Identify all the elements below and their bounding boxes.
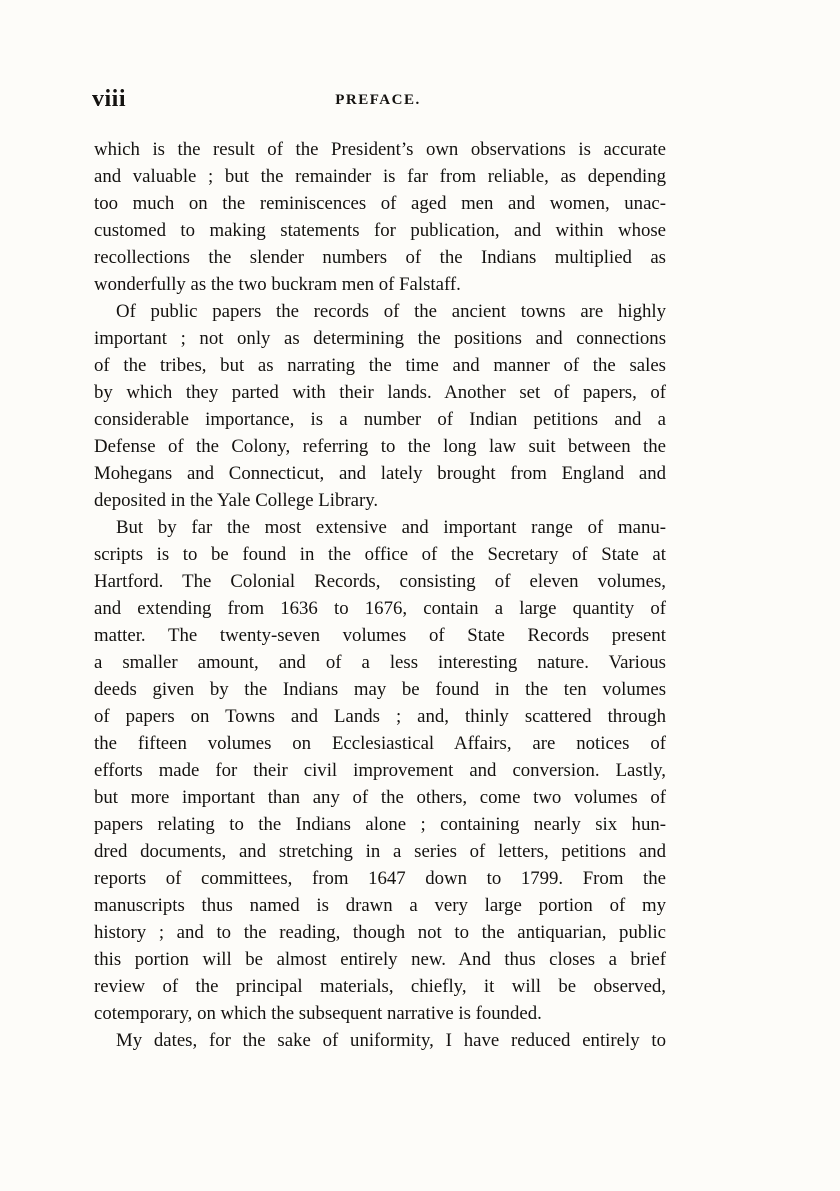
text-line: deposited in the Yale College Library. — [94, 490, 379, 511]
text-line: dred documents, and stretching in a series of letters, petitions and — [94, 841, 666, 862]
text-line: scripts is to be found in the office of the Secretary of State at — [94, 544, 666, 565]
text-line: and valuable ; but the remainder is far from reliable, as depending — [94, 166, 666, 187]
text-line: deeds given by the Indians may be found in the ten volumes — [94, 679, 666, 700]
text-line: customed to making statements for publication, and within whose — [94, 220, 666, 241]
text-line: But by far the most extensive and important range of manu- — [116, 517, 666, 538]
page-header — [92, 86, 664, 116]
text-line: Of public papers the records of the ancient towns are highly — [116, 301, 666, 322]
text-line: history ; and to the reading, though not to the antiquarian, public — [94, 922, 666, 943]
text-line: My dates, for the sake of uniformity, I have reduced entirely to — [116, 1030, 666, 1051]
text-line: of the tribes, but as narrating the time and manner of the sales — [94, 355, 666, 376]
text-line: efforts made for their civil improvement and conversion. Lastly, — [94, 760, 666, 781]
text-line: considerable importance, is a number of Indian petitions and a — [94, 409, 666, 430]
text-line: and extending from 1636 to 1676, contain a large quantity of — [94, 598, 666, 619]
text-line: cotemporary, on which the subsequent narrative is founded. — [94, 1003, 542, 1024]
text-line: papers relating to the Indians alone ; containing nearly six hun- — [94, 814, 666, 835]
text-line: important ; not only as determining the positions and connections — [94, 328, 666, 349]
page-number: viii — [92, 86, 127, 112]
text-line: recollections the slender numbers of the Indians multiplied as — [94, 247, 666, 268]
running-title: PREFACE. — [335, 92, 421, 108]
text-line: which is the result of the President’s own observations is accurate — [94, 139, 666, 160]
text-line: wonderfully as the two buckram men of Falstaff. — [94, 274, 461, 295]
text-line: by which they parted with their lands. Another set of papers, of — [94, 382, 666, 403]
text-line: of papers on Towns and Lands ; and, thinly scattered through — [94, 706, 666, 727]
text-line: manuscripts thus named is drawn a very large portion of my — [94, 895, 666, 916]
text-line: Mohegans and Connecticut, and lately brought from England and — [94, 463, 666, 484]
text-line: Defense of the Colony, referring to the long law suit between the — [94, 436, 666, 457]
text-line: review of the principal materials, chiefly, it will be observed, — [94, 976, 666, 997]
text-line: this portion will be almost entirely new. And thus closes a brief — [94, 949, 666, 970]
body-text — [94, 136, 666, 1054]
text-line: too much on the reminiscences of aged men and women, unac- — [94, 193, 666, 214]
text-line: a smaller amount, and of a less interesting nature. Various — [94, 652, 666, 673]
text-line: matter. The twenty-seven volumes of State Records present — [94, 625, 666, 646]
text-line: the fifteen volumes on Ecclesiastical Affairs, are notices of — [94, 733, 666, 754]
text-line: but more important than any of the others, come two volumes of — [94, 787, 666, 808]
text-line: reports of committees, from 1647 down to 1799. From the — [94, 868, 666, 889]
text-line: Hartford. The Colonial Records, consisting of eleven volumes, — [94, 571, 666, 592]
